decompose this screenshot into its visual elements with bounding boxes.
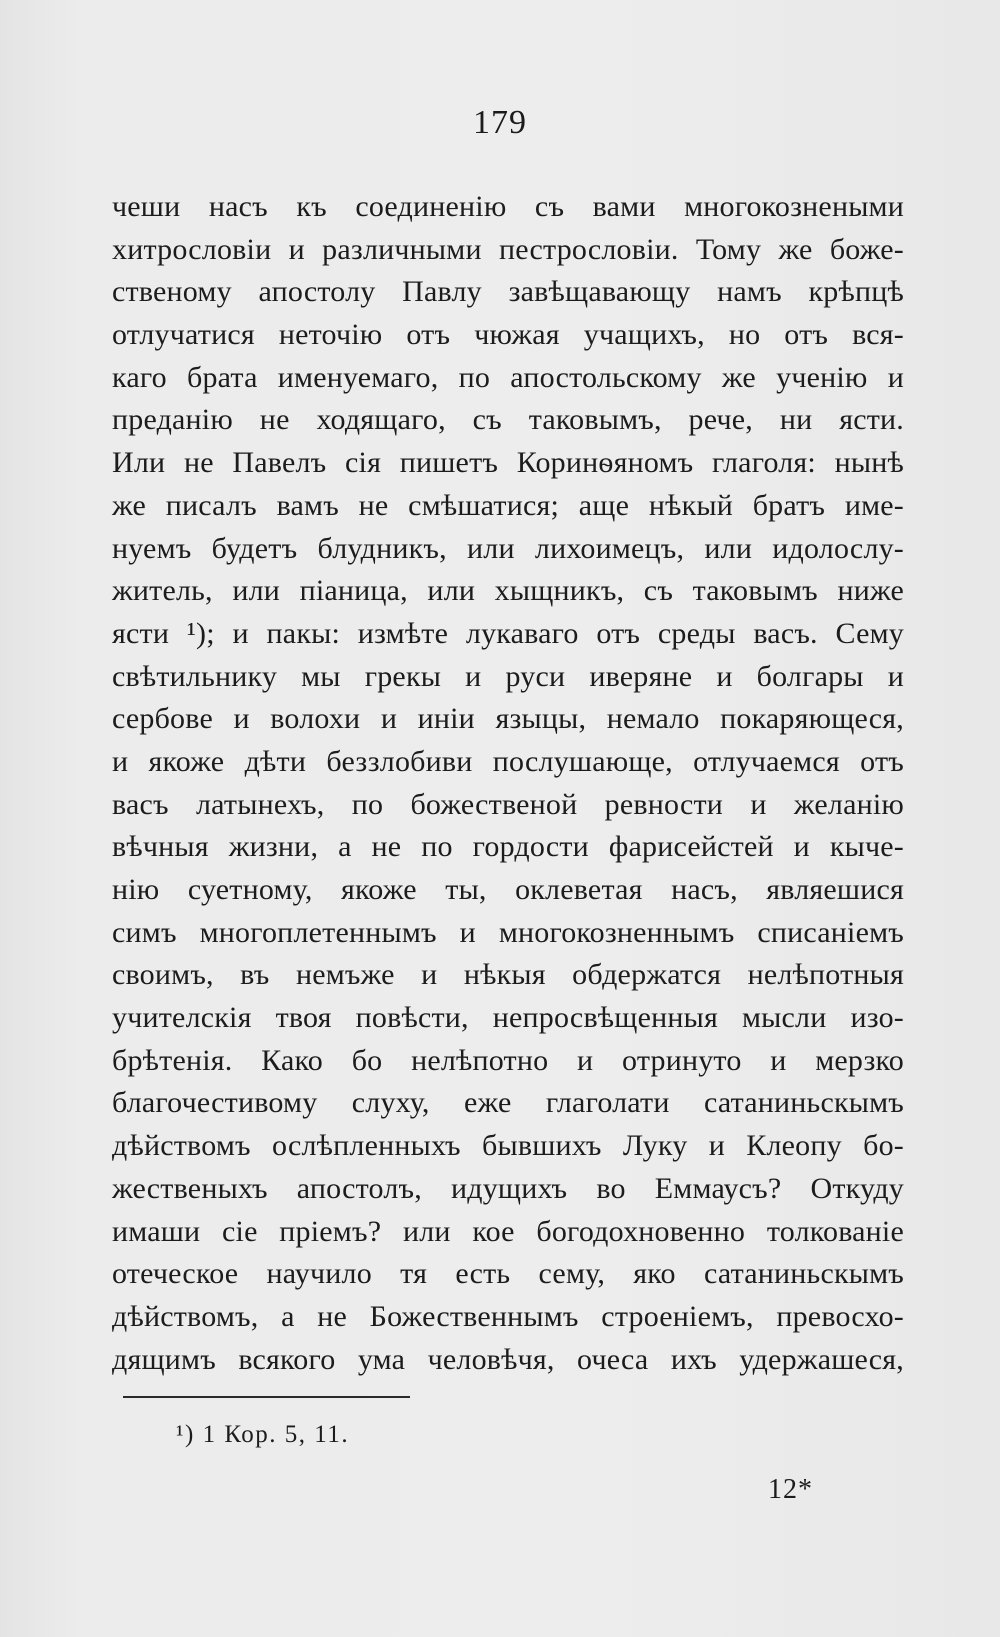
text-line: сербове и волохи и иніи языцы, немало покаряющеся, <box>112 702 904 736</box>
text-line: брѣтенія. Како бо нелѣпотно и отринуто и мерзко <box>112 1043 904 1077</box>
text-line: учителскія твоя повѣсти, непросвѣщенныя мысли изо- <box>112 1001 904 1035</box>
text-line: отеческое научило тя есть сему, яко сатаниньскымъ <box>112 1257 904 1291</box>
text-line: благочестивому слуху, еже глаголати сатаниньскымъ <box>112 1086 904 1120</box>
text-line: жественыхъ апостолъ, идущихъ во Еммаусъ? Откуду <box>112 1171 904 1205</box>
footnote <box>176 1421 349 1449</box>
text-line: нію суетному, якоже ты, оклеветая насъ, являешися <box>112 873 904 906</box>
printer-signature: 12* <box>768 1474 813 1505</box>
text-line: имаши сіе пріемъ? или кое богодохновенно толкованіе <box>112 1214 904 1248</box>
text-line: своимъ, въ немъже и нѣкыя обдержатся нелѣпотныя <box>112 958 904 992</box>
text-line: отлучатися неточію отъ чюжая учащихъ, но отъ вся- <box>112 318 904 352</box>
text-line: дѣйствомъ ослѣпленныхъ бывшихъ Луку и Клеопу бо- <box>112 1129 904 1163</box>
text-line: ясти ¹); и пакы: измѣте лукаваго отъ среды васъ. Сему <box>112 616 904 650</box>
text-line: чеши насъ къ соединенію съ вами многокознеными <box>112 190 904 223</box>
text-line: ственому апостолу Павлу завѣщавающу намъ крѣпцѣ <box>112 275 904 309</box>
text-line: васъ латынехъ, по божественой ревности и желанію <box>112 787 904 821</box>
text-line: дящимъ всякого ума человѣчя, очеса ихъ удержашеся, <box>112 1342 904 1376</box>
text-line: Или не Павелъ сія пишетъ Коринѳяномъ глаголя: нынѣ <box>112 446 904 480</box>
text-line: вѣчныя жизни, а не по гордости фарисейстей и кыче- <box>112 830 904 864</box>
text-line: хитрословіи и различными пестрословіи. Тому же боже- <box>112 232 904 266</box>
text-line: каго брата именуемаго, по апостольскому же ученію и <box>112 360 904 394</box>
text-line: свѣтильнику мы грекы и руси иверяне и болгары и <box>112 659 904 693</box>
footnote-text: 1 Кор. 5, 11. <box>202 1421 350 1448</box>
text-line: преданію не ходящаго, съ таковымъ, рече, ни ясти. <box>112 403 904 437</box>
text-line: же писалъ вамъ не смѣшатися; аще нѣкый братъ име- <box>112 488 904 522</box>
footnote-divider <box>123 1396 410 1398</box>
text-line: симъ многоплетеннымъ и многокозненнымъ списаніемъ <box>112 915 904 949</box>
text-line: житель, или піаница, или хыщникъ, съ таковымъ ниже <box>112 574 904 608</box>
text-line: дѣйствомъ, а не Божественнымъ строеніемъ, превосхо- <box>112 1299 904 1333</box>
text-line: нуемъ будетъ блудникъ, или лихоимецъ, или идолослу- <box>112 531 904 565</box>
footnote-marker: ¹) <box>176 1421 195 1448</box>
body-text <box>112 186 904 1381</box>
page-number: 179 <box>473 104 527 141</box>
text-line: и якоже дѣти беззлобиви послушающе, отлучаемся отъ <box>112 744 904 778</box>
